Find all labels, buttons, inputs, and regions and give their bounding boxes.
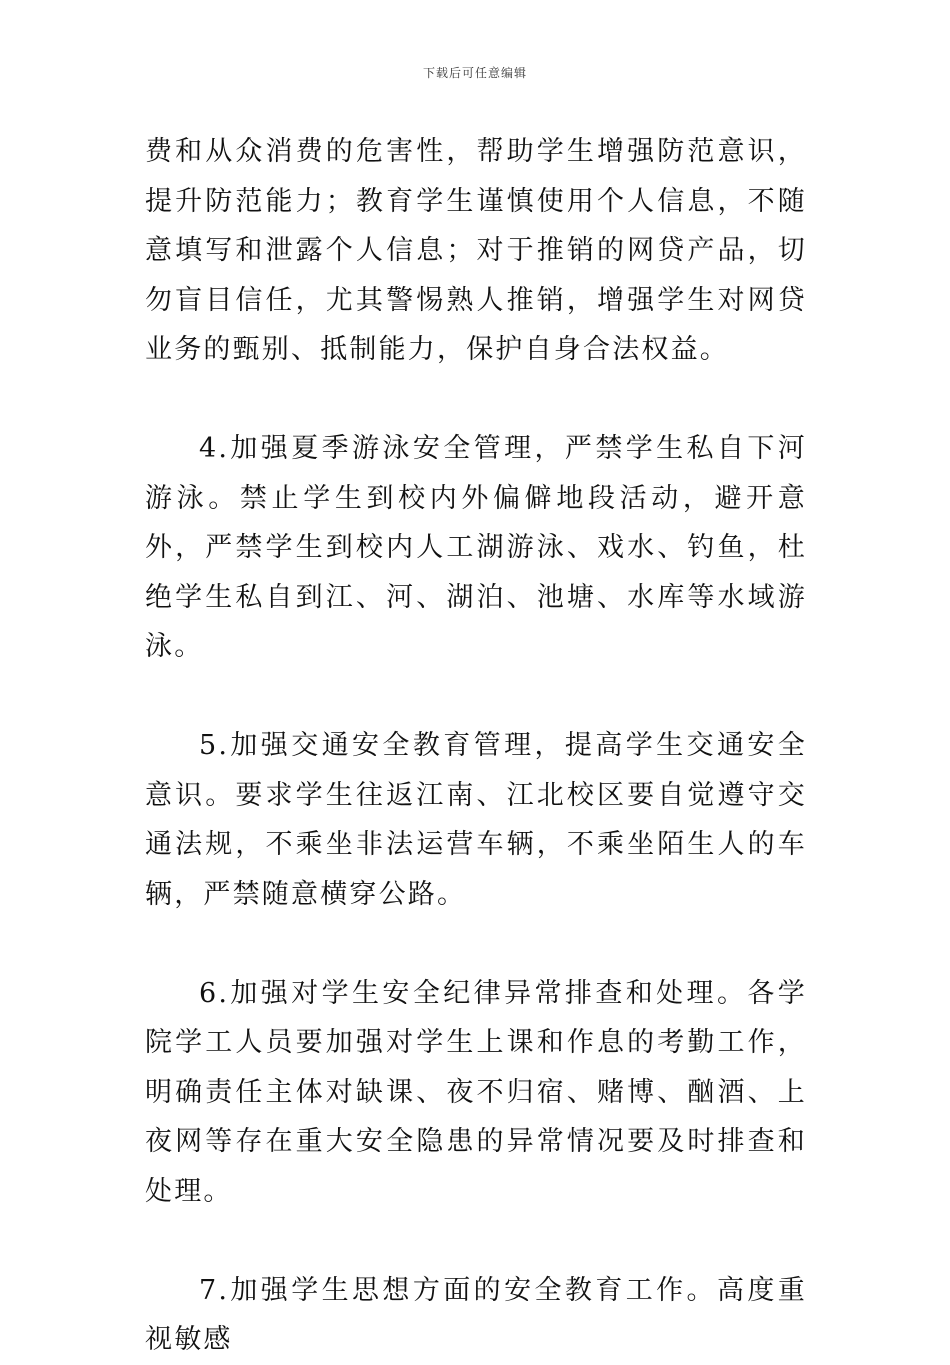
paragraph-item-5: 5.加强交通安全教育管理，提高学生交通安全意识。要求学生往返江南、江北校区要自觉遵守交通法规，不乘坐非法运营车辆，不乘坐陌生人的车辆，严禁随意横穿公路。 xyxy=(145,730,807,910)
page-header: 下载后可任意编辑 xyxy=(422,66,527,80)
paragraph-gap xyxy=(145,919,807,969)
paragraph-gap xyxy=(145,672,807,722)
paragraph-item-7: 7.加强学生思想方面的安全教育工作。高度重视敏感 xyxy=(145,1274,807,1355)
document-body xyxy=(145,127,807,1365)
paragraph-gap xyxy=(145,1216,807,1266)
paragraph-item-6: 6.加强对学生安全纪律异常排查和处理。各学院学工人员要加强对学生上课和作息的考勤工作，明确责任主体对缺课、夜不归宿、赌博、酗酒、上夜网等存在重大安全隐患的异常情况要及时排查和处理。 xyxy=(145,977,807,1207)
paragraph-continuation: 费和从众消费的危害性，帮助学生增强防范意识，提升防范能力；教育学生谨慎使用个人信息，不随意填写和泄露个人信息；对于推销的网贷产品，切勿盲目信任，尤其警惕熟人推销，增强学生对网贷业务的甄别、抵制能力，保护自身合法权益。 xyxy=(145,136,807,365)
paragraph-item-4: 4.加强夏季游泳安全管理，严禁学生私自下河游泳。禁止学生到校内外偏僻地段活动，避开意外，严禁学生到校内人工湖游泳、戏水、钓鱼，杜绝学生私自到江、河、湖泊、池塘、水库等水域游泳。 xyxy=(145,433,807,662)
paragraph-gap xyxy=(145,375,807,425)
